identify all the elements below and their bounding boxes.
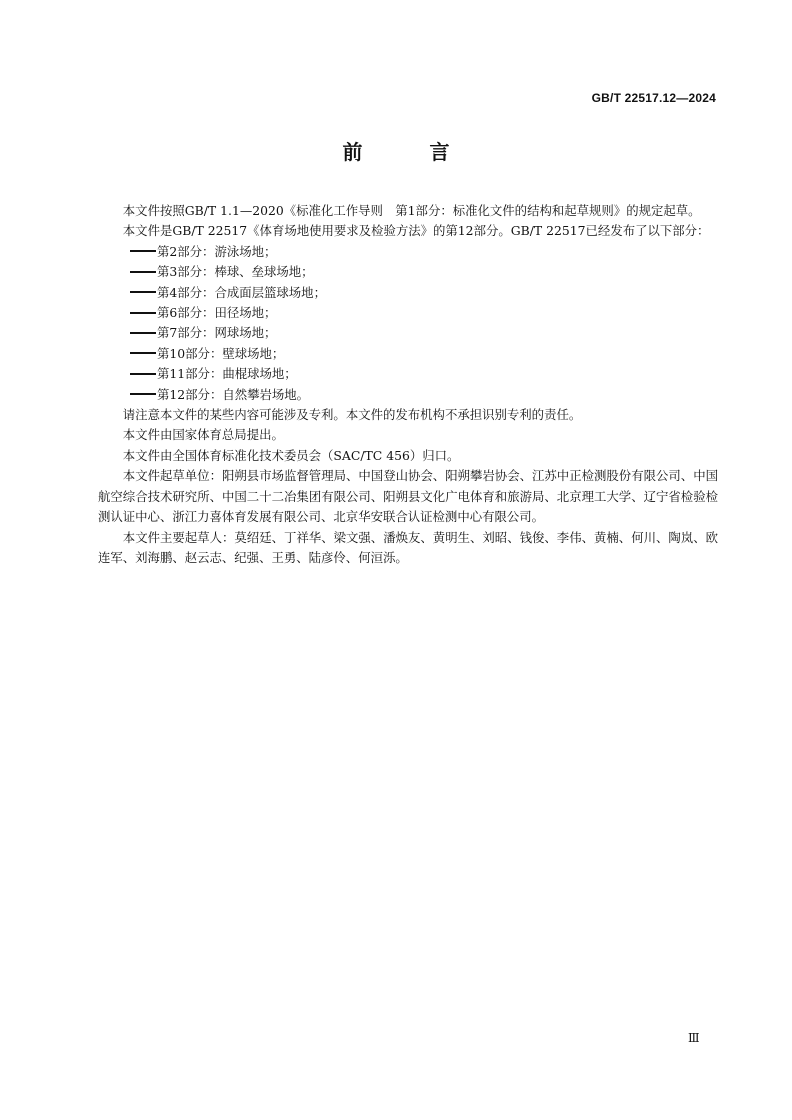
dash-mark — [130, 393, 156, 395]
list-item — [98, 303, 718, 323]
standard-number: GB/T 22517.12—2024 — [591, 91, 716, 105]
list-item — [98, 385, 718, 405]
paragraph-proposer: 本文件由国家体育总局提出。 — [122, 427, 284, 443]
list-item — [98, 364, 718, 384]
page-title: 前 言 — [342, 140, 480, 164]
list-item-text: 第3部分：棒球、垒球场地； — [157, 264, 314, 280]
dash-mark — [130, 352, 156, 354]
list-item — [98, 242, 718, 262]
page-number: Ⅲ — [688, 1031, 699, 1045]
list-item — [98, 262, 718, 282]
paragraph-drafting-units: 本文件起草单位：阳朔县市场监督管理局、中国登山协会、阳朔攀岩协会、江苏中正检测股份有限公司、中国航空综合技术研究所、中国二十二冶集团有限公司、阳朔县文化广电体育和旅游局、北京理工大学、辽宁省检验检测认证中心、浙江力喜体育发展有限公司、北京华安联合认证检测中心有限公司。 — [98, 468, 718, 525]
paragraph-drafting-rules: 本文件按照GB/T 1.1—2020《标准化工作导则 第1部分：标准化文件的结构和起草规则》的规定起草。 — [122, 203, 701, 218]
paragraph-technical-committee: 本文件由全国体育标准化技术委员会（SAC/TC 456）归口。 — [122, 447, 460, 463]
foreword-body — [98, 201, 718, 568]
paragraph-patent-notice: 请注意本文件的某些内容可能涉及专利。本文件的发布机构不承担识别专利的责任。 — [122, 407, 582, 423]
dash-mark — [130, 271, 156, 273]
dash-mark — [130, 312, 156, 314]
list-item — [98, 344, 718, 364]
dash-mark — [130, 250, 156, 252]
parts-list — [98, 242, 718, 405]
list-item-text: 第12部分：自然攀岩场地。 — [157, 386, 310, 402]
paragraph-series-info: 本文件是GB/T 22517《体育场地使用要求及检验方法》的第12部分。GB/T 22517已经发布了以下部分： — [122, 223, 710, 239]
dash-mark — [130, 291, 156, 293]
list-item-text: 第11部分：曲棍球场地； — [157, 366, 297, 382]
dash-mark — [130, 373, 156, 375]
list-item-text: 第4部分：合成面层篮球场地； — [157, 284, 326, 300]
dash-mark — [130, 332, 156, 334]
list-item-text: 第10部分：壁球场地； — [157, 345, 285, 361]
list-item — [98, 283, 718, 303]
list-item-text: 第2部分：游泳场地； — [157, 243, 277, 259]
paragraph-main-drafters: 本文件主要起草人：莫绍廷、丁祥华、梁文强、潘焕友、黄明生、刘昭、钱俊、李伟、黄楠、何川、陶岚、欧连军、刘海鹏、赵云志、纪强、王勇、陆彦伶、何洹泺。 — [98, 529, 718, 565]
list-item-text: 第7部分：网球场地； — [157, 325, 277, 341]
list-item-text: 第6部分：田径场地； — [157, 305, 277, 321]
list-item — [98, 323, 718, 343]
